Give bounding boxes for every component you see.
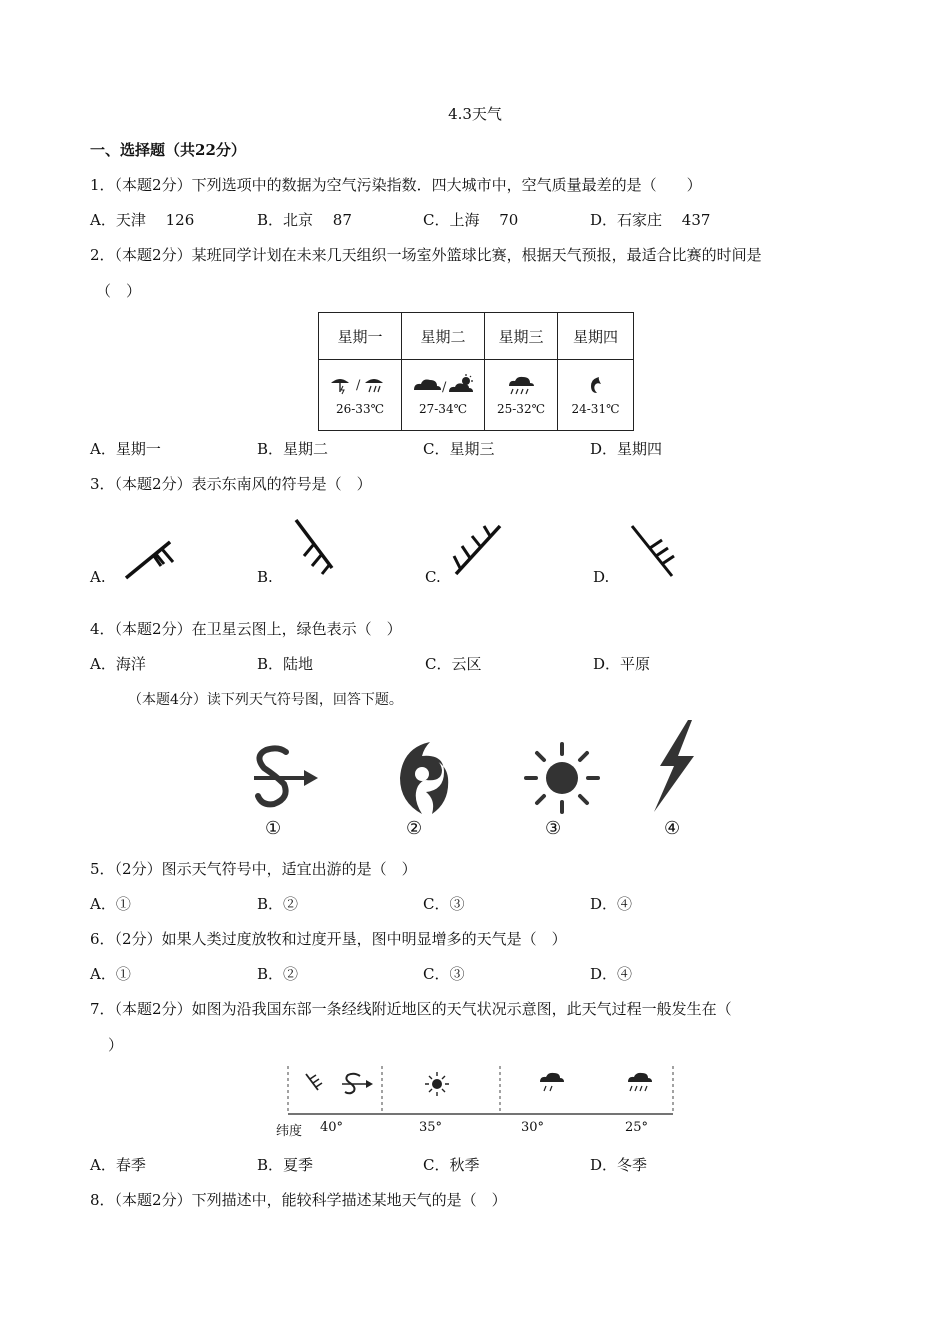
q4-option-a: A．海洋 <box>90 655 146 673</box>
day-cell: 星期二 <box>402 313 485 360</box>
q5-option-d: D．④ <box>590 895 633 913</box>
symbol-label-2: ② <box>406 818 423 839</box>
sunny-icon <box>425 1072 449 1096</box>
q5-option-c: C．③ <box>423 895 465 913</box>
weather-forecast-table <box>318 312 634 431</box>
sandstorm-icon <box>342 1074 373 1094</box>
q3-option-b: B. <box>257 568 273 586</box>
heavy-rain-icon <box>628 1073 652 1091</box>
q6-option-d: D．④ <box>590 965 633 983</box>
wind-symbol-icon <box>306 1074 322 1090</box>
wind-symbol-c-icon <box>452 518 508 582</box>
sandstorm-icon <box>250 742 322 812</box>
q3-option-d: D. <box>593 568 610 586</box>
q2-option-d: D．星期四 <box>590 440 663 458</box>
latitude-weather-diagram <box>276 1064 678 1116</box>
q2-option-c: C．星期三 <box>423 440 495 458</box>
temp-thu: 24-31℃ <box>571 402 620 416</box>
forecast-cell-mon <box>319 360 402 431</box>
q7-option-c: C．秋季 <box>423 1156 480 1174</box>
axis-label: 纬度 <box>276 1124 303 1139</box>
q5-option-b: B．② <box>257 895 299 913</box>
q7-option-b: B．夏季 <box>257 1156 314 1174</box>
section-heading: 一、选择题（共22分） <box>90 141 246 159</box>
question-4-stem: 4．（本题2分）在卫星云图上，绿色表示（ ） <box>90 620 402 638</box>
wind-symbol-a-icon <box>118 520 182 584</box>
q6-option-b: B．② <box>257 965 299 983</box>
q4-option-c: C．云区 <box>425 655 482 673</box>
group-stem: （本题4分）读下列天气符号图，回答下题。 <box>128 692 403 708</box>
sunny-icon <box>524 742 600 814</box>
latitude-tick: 40° <box>320 1120 344 1135</box>
q7-option-a: A．春季 <box>90 1156 146 1174</box>
cloudy-to-partly-sunny-icon <box>410 374 476 396</box>
latitude-tick: 30° <box>521 1120 545 1135</box>
temp-mon: 26-33℃ <box>335 402 385 416</box>
q3-option-c: C. <box>425 568 441 586</box>
svg-text:/: / <box>356 378 361 393</box>
question-2-stem: 2．（本题2分）某班同学计划在未来几天组织一场室外篮球比赛，根据天气预报，最适合比赛的时间是 <box>90 246 762 264</box>
q2-option-a: A．星期一 <box>90 440 161 458</box>
thunder-shower-icon <box>327 374 393 396</box>
q1-option-a: A．天津 126 <box>90 211 195 229</box>
q7-option-d: D．冬季 <box>590 1156 648 1174</box>
forecast-cell-wed <box>485 360 558 431</box>
wind-symbol-b-icon <box>290 516 346 580</box>
temp-wed: 25-32℃ <box>496 402 546 416</box>
q1-option-d: D．石家庄 437 <box>590 211 711 229</box>
typhoon-icon <box>581 374 611 396</box>
forecast-cell-tue <box>402 360 485 431</box>
latitude-tick: 25° <box>625 1120 649 1135</box>
q1-option-c: C．上海 70 <box>423 211 519 229</box>
question-7-stem: 7．（本题2分）如图为沿我国东部一条经线附近地区的天气状况示意图，此天气过程一般发生在（ <box>90 1000 732 1018</box>
light-rain-icon <box>540 1073 564 1091</box>
symbol-label-3: ③ <box>545 818 562 839</box>
q4-option-d: D．平原 <box>593 655 651 673</box>
question-5-stem: 5．（2分）图示天气符号中，适宜出游的是（ ） <box>90 860 417 878</box>
wind-symbol-d-icon <box>626 520 682 584</box>
typhoon-icon <box>392 740 452 816</box>
q4-option-b: B．陆地 <box>257 655 314 673</box>
day-cell: 星期四 <box>558 313 634 360</box>
day-cell: 星期一 <box>319 313 402 360</box>
q5-option-a: A．① <box>90 895 131 913</box>
q2-option-b: B．星期二 <box>257 440 329 458</box>
question-2-blank: （ ） <box>96 282 142 300</box>
lightning-icon <box>650 720 698 816</box>
page-title: 4.3天气 <box>448 105 502 123</box>
question-7-blank: ） <box>108 1036 124 1054</box>
q6-option-c: C．③ <box>423 965 465 983</box>
temp-tue: 27-34℃ <box>418 402 468 416</box>
q3-option-a: A. <box>90 568 106 586</box>
q1-option-b: B．北京 87 <box>257 211 352 229</box>
heavy-rain-icon <box>501 374 541 396</box>
latitude-tick: 35° <box>419 1120 443 1135</box>
question-1-stem: 1．（本题2分）下列选项中的数据为空气污染指数．四大城市中，空气质量最差的是（ ） <box>90 176 702 194</box>
forecast-cell-thu <box>558 360 634 431</box>
q6-option-a: A．① <box>90 965 131 983</box>
question-8-stem: 8．（本题2分）下列描述中，能较科学描述某地天气的是（ ） <box>90 1191 507 1209</box>
symbol-label-1: ① <box>265 818 282 839</box>
svg-text:/: / <box>442 380 447 395</box>
question-3-stem: 3．（本题2分）表示东南风的符号是（ ） <box>90 475 372 493</box>
question-6-stem: 6．（2分）如果人类过度放牧和过度开垦，图中明显增多的天气是（ ） <box>90 930 567 948</box>
day-cell: 星期三 <box>485 313 558 360</box>
symbol-label-4: ④ <box>664 818 681 839</box>
